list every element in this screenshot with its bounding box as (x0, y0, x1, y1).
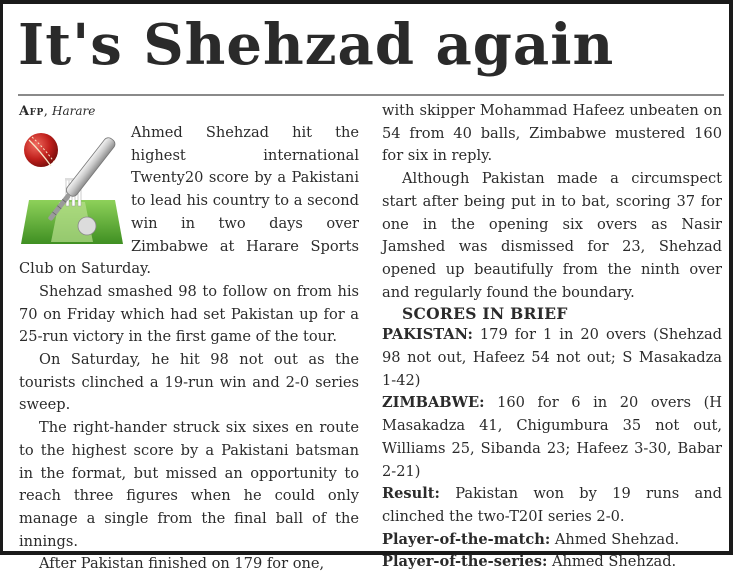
score-pakistan (382, 324, 722, 392)
score-result-label: Result: (382, 485, 440, 503)
paragraph-2: Shehzad smashed 98 to follow on from his 70 on Friday which had set Pakistan up for a 25-run victory in the first game of the tour. (19, 282, 359, 346)
cricket-ball-bat-stumps-icon (19, 122, 125, 254)
score-result-text: Pakistan won by 19 runs and clinched the two-T20I series 2-0. (382, 485, 722, 525)
headline: It's Shehzad again (18, 12, 615, 78)
score-zimbabwe-label: ZIMBABWE: (382, 394, 485, 412)
player-of-the-series-label: Player-of-the-series: (382, 553, 548, 571)
paragraph-4: The right-hander struck six sixes en route to the highest score by a Pakistani batsman in the format, but missed an opportunity to reach three figures when he could only manage a single from the final ball of the innings. (19, 419, 359, 550)
player-of-the-series-text: Ahmed Shehzad. (547, 553, 677, 571)
paragraph-1: Ahmed Shehzad hit the highest international Twenty20 score by a Pakistani to lead his country to a second win in two days over Zimbabwe at Harare Sports Club on Saturday. (19, 124, 359, 278)
paragraph-6: Although Pakistan made a circumspect start after being put in to bat, scoring 37 for one in the opening six overs as Nasir Jamshed was dismissed for 23, Shehzad opened up beautifully from the ninth over and regularly found the boundary. (382, 170, 722, 301)
player-of-the-match (382, 529, 722, 552)
page-border-left (0, 0, 3, 555)
paragraph-3: On Saturday, he hit 98 not out as the tourists clinched a 19-run win and 2-0 series sweep. (19, 351, 359, 414)
score-pakistan-text: 179 for 1 in 20 overs (Shehzad 98 not out, Hafeez 54 not out; S Masakadza 1-42) (382, 326, 722, 389)
scores-heading: SCORES IN BRIEF (402, 304, 568, 324)
byline: Afp, Harare (19, 104, 96, 119)
article-column-left (19, 100, 359, 576)
score-zimbabwe-text: 160 for 6 in 20 overs (H Masakadza 41, Chigumbura 35 not out, Williams 25, Sibanda 23; Hafeez 3-30, Babar 2-21) (382, 394, 722, 480)
article-column-right (382, 100, 722, 574)
score-pakistan-label: PAKISTAN: (382, 326, 473, 344)
score-result (382, 483, 722, 528)
byline-place: Harare (52, 104, 96, 118)
player-of-the-match-text: Ahmed Shehzad. (550, 530, 680, 548)
byline-agency: Afp (19, 104, 44, 119)
page-border-right (729, 0, 733, 555)
player-of-the-match-label: Player-of-the-match: (382, 530, 551, 548)
score-zimbabwe (382, 392, 722, 483)
paragraph-5-continued: with skipper Mohammad Hafeez unbeaten on 54 from 40 balls, Zimbabwe mustered 160 for six in reply. (382, 102, 722, 165)
paragraph-5: After Pakistan finished on 179 for one, (39, 555, 325, 573)
headline-rule (18, 94, 724, 96)
